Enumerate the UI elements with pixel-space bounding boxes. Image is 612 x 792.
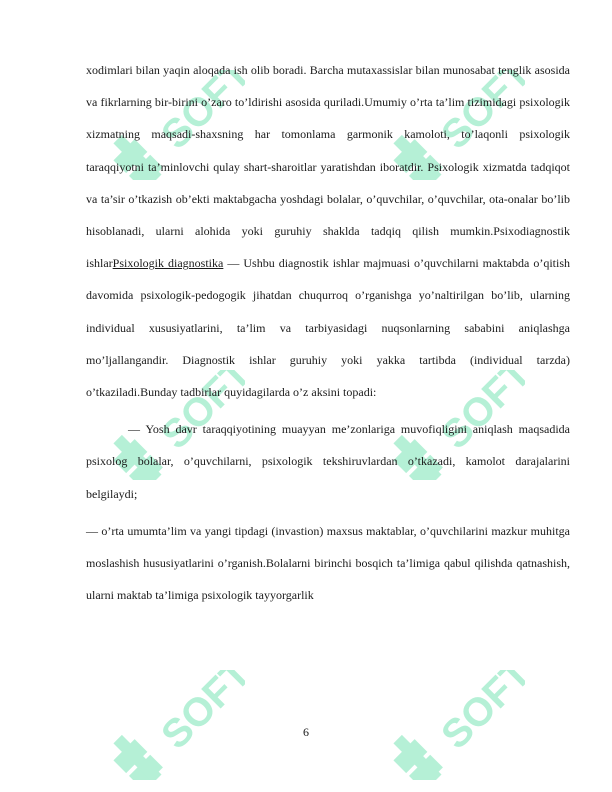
body-text xyxy=(86,54,570,611)
svg-text:SOFT: SOFT xyxy=(433,670,525,758)
svg-text:SOFT: SOFT xyxy=(153,370,245,458)
list-item: — o’rta umumta’lim va yangi tipdagi (invastion) maxsus maktablar, o’quvchilarini mazkur muhitga moslashish hususiyatlarini o’rganish.Bolalarni birinchi bosqich ta’limiga qabul qilishda qatnashish, ularni maktab ta’limiga psixologik tayyorgarlik xyxy=(86,523,570,603)
paragraph-text: xodimlari bilan yaqin aloqada ish olib boradi. Barcha mutaxassislar bilan munosabat tenglik asosida va fikrlarning bir-birini o’zaro to’ldirishi asosida quriladi.Umumiy o’rta ta’lim tizimidagi psixologik xizmatning maqsadi-shaxsning har tomonlama garmonik kamoloti, to’laqonli psixologik taraqqiyotni ta’minlovchi qulay shart-sharoitlar yaratishdan iboratdir. Psixologik xizmatda tadqiqot va ta’sir o’tkazish ob’ekti maktabgacha yoshdagi bolalar, o’quvchilar, o’quvchilar, ota-onalar bo’lib hisoblanadi, ularni alohida yoki guruhiy shaklda tadqiq qilish mumkin.Psixodiagnostik ishlar xyxy=(86,63,570,271)
svg-text:SOFT: SOFT xyxy=(153,70,245,158)
page-number: 6 xyxy=(303,725,309,739)
svg-text:SOFT: SOFT xyxy=(153,670,245,758)
paragraph xyxy=(86,54,570,408)
svg-text:SOFT: SOFT xyxy=(433,370,525,458)
psixologik-diagnostika-link[interactable]: Psixologik diagnostika xyxy=(112,256,224,271)
list-item: — Yosh davr taraqqiyotining muayyan me’zonlariga muvofiqligini aniqlash maqsadida psixolog bolalar, o’quvchilarni, psixologik tekshiruvlardan o’tkazadi, kamolot darajalarini belgilaydi; xyxy=(86,422,570,501)
svg-text:SOFT: SOFT xyxy=(433,70,525,158)
paragraph-text: — Ushbu diagnostik ishlar majmuasi o’quvchilarni maktabda o’qitish davomida psixologik-pedogogik jihatdan chuqurroq o’rganishga yo’naltirilgan bo’lib, ularning individual xususiyatlarini, ta’lim va tarbiyasidagi nuqsonlarning sababini aniqlashga mo’ljallangandir. Diagnostik ishlar guruhiy yoki yakka tartibda (individual tarzda) o’tkaziladi.Bunday tadbirlar quyidagilarda o’z aksini topadi: xyxy=(86,256,571,400)
